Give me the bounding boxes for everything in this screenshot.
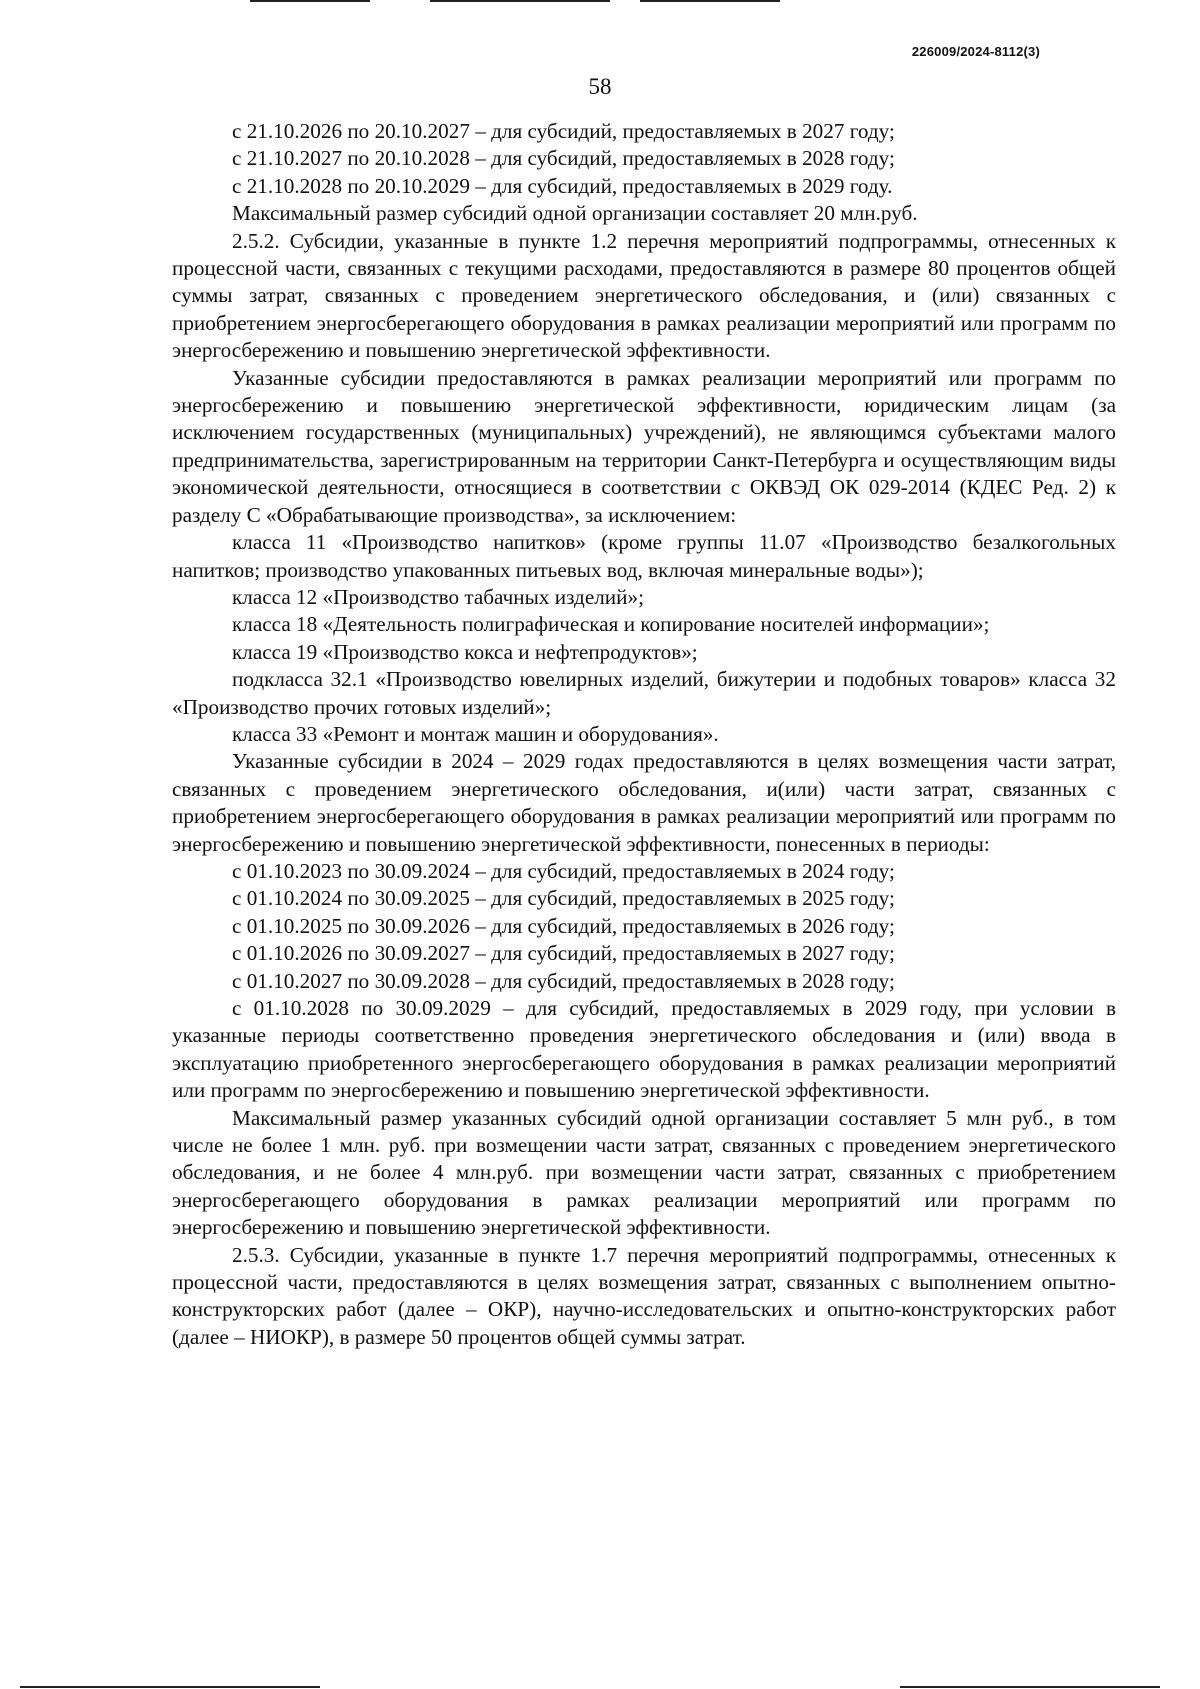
clause-2-5-3: 2.5.3. Субсидии, указанные в пункте 1.7 перечня мероприятий подпрограммы, отнесенных к процессной части, предоставляются в целях возмещения затрат, связанных с выполнением опытно-конструкторских работ (далее – ОКР), научно-исследовательских и опытно-конструкторских работ (далее – НИОКР), в размере 50 процентов общей суммы затрат.	[172, 1242, 1116, 1349]
period-line: с 01.10.2025 по 30.09.2026 – для субсидий, предоставляемых в 2026 году;	[232, 913, 895, 938]
document-number: 226009/2024-8112(3)	[911, 44, 1040, 59]
scan-edge-top-line	[640, 0, 780, 2]
max-subsidy-paragraph: Максимальный размер указанных субсидий одной организации составляет 5 млн руб., в том числе не более 1 млн. руб. при возмещении части затрат, связанных с проведением энергетического обследования, и не более 4 млн.руб. при возмещении части затрат, связанных с приобретением энергосберегающего оборудования в рамках реализации мероприятий или программ по энергосбережению и повышению энергетической эффективности.	[172, 1105, 1116, 1240]
exclusion-item: класса 12 «Производство табачных изделий»;	[232, 584, 644, 609]
scan-edge-bottom-line	[20, 1686, 320, 1688]
period-line: с 01.10.2023 по 30.09.2024 – для субсидий, предоставляемых в 2024 году;	[232, 858, 895, 883]
scan-edge-bottom-line	[900, 1686, 1160, 1688]
period-line: с 21.10.2027 по 20.10.2028 – для субсидий, предоставляемых в 2028 году;	[232, 146, 895, 171]
clause-2-5-2: 2.5.2. Субсидии, указанные в пункте 1.2 перечня мероприятий подпрограммы, отнесенных к процессной части, связанных с текущими расходами, предоставляются в размере 80 процентов общей суммы затрат, связанных с проведением энергетического обследования, и (или) связанных с приобретением энергосберегающего оборудования в рамках реализации мероприятий или программ по энергосбережению и повышению энергетической эффективности.	[172, 228, 1116, 363]
scan-edge-top-line	[430, 0, 610, 2]
exclusion-item: класса 19 «Производство кокса и нефтепродуктов»;	[232, 639, 698, 664]
period-line: с 01.10.2027 по 30.09.2028 – для субсидий, предоставляемых в 2028 году;	[232, 968, 895, 993]
max-subsidy-note: Максимальный размер субсидий одной организации составляет 20 млн.руб.	[232, 201, 918, 226]
exclusion-item: класса 11 «Производство напитков» (кроме группы 11.07 «Производство безалкогольных напитков; производство упакованных питьевых вод, включая минеральные воды»);	[172, 530, 1116, 582]
period-line: с 21.10.2028 по 20.10.2029 – для субсидий, предоставляемых в 2029 году.	[232, 173, 893, 198]
purpose-paragraph: Указанные субсидии в 2024 – 2029 годах предоставляются в целях возмещения части затрат, связанных с проведением энергетического обследования, и(или) части затрат, связанных с приобретением энергосберегающего оборудования в рамках реализации мероприятий или программ по энергосбережению и повышению энергетической эффективности, понесенных в периоды:	[172, 749, 1116, 856]
exclusion-item: подкласса 32.1 «Производство ювелирных изделий, бижутерии и подобных товаров» класса 32 «Производство прочих готовых изделий»;	[172, 667, 1116, 719]
exclusion-item: класса 33 «Ремонт и монтаж машин и оборудования».	[232, 721, 719, 746]
period-line: с 01.10.2024 по 30.09.2025 – для субсидий, предоставляемых в 2025 году;	[232, 886, 895, 911]
exclusion-item: класса 18 «Деятельность полиграфическая и копирование носителей информации»;	[232, 612, 990, 637]
period-line: с 21.10.2026 по 20.10.2027 – для субсидий, предоставляемых в 2027 году;	[232, 119, 895, 143]
period-line: с 01.10.2026 по 30.09.2027 – для субсидий, предоставляемых в 2027 году;	[232, 941, 895, 966]
document-body	[172, 118, 1116, 1351]
scan-edge-top-line	[250, 0, 370, 2]
period-condition-paragraph: с 01.10.2028 по 30.09.2029 – для субсидий, предоставляемых в 2029 году, при условии в указанные периоды соответственно проведения энергетического обследования и (или) ввода в эксплуатацию приобретенного энергосберегающего оборудования в рамках реализации мероприятий или программ по энергосбережению и повышению энергетической эффективности.	[172, 996, 1116, 1103]
page-number: 58	[588, 74, 612, 99]
recipients-paragraph: Указанные субсидии предоставляются в рамках реализации мероприятий или программ по энергосбережению и повышению энергетической эффективности, юридическим лицам (за исключением государственных (муниципальных) учреждений), не являющимся субъектами малого предпринимательства, зарегистрированным на территории Санкт-Петербурга и осуществляющим виды экономической деятельности, относящиеся в соответствии с ОКВЭД ОК 029-2014 (КДЕС Ред. 2) к разделу С «Обрабатывающие производства», за исключением:	[172, 365, 1116, 527]
